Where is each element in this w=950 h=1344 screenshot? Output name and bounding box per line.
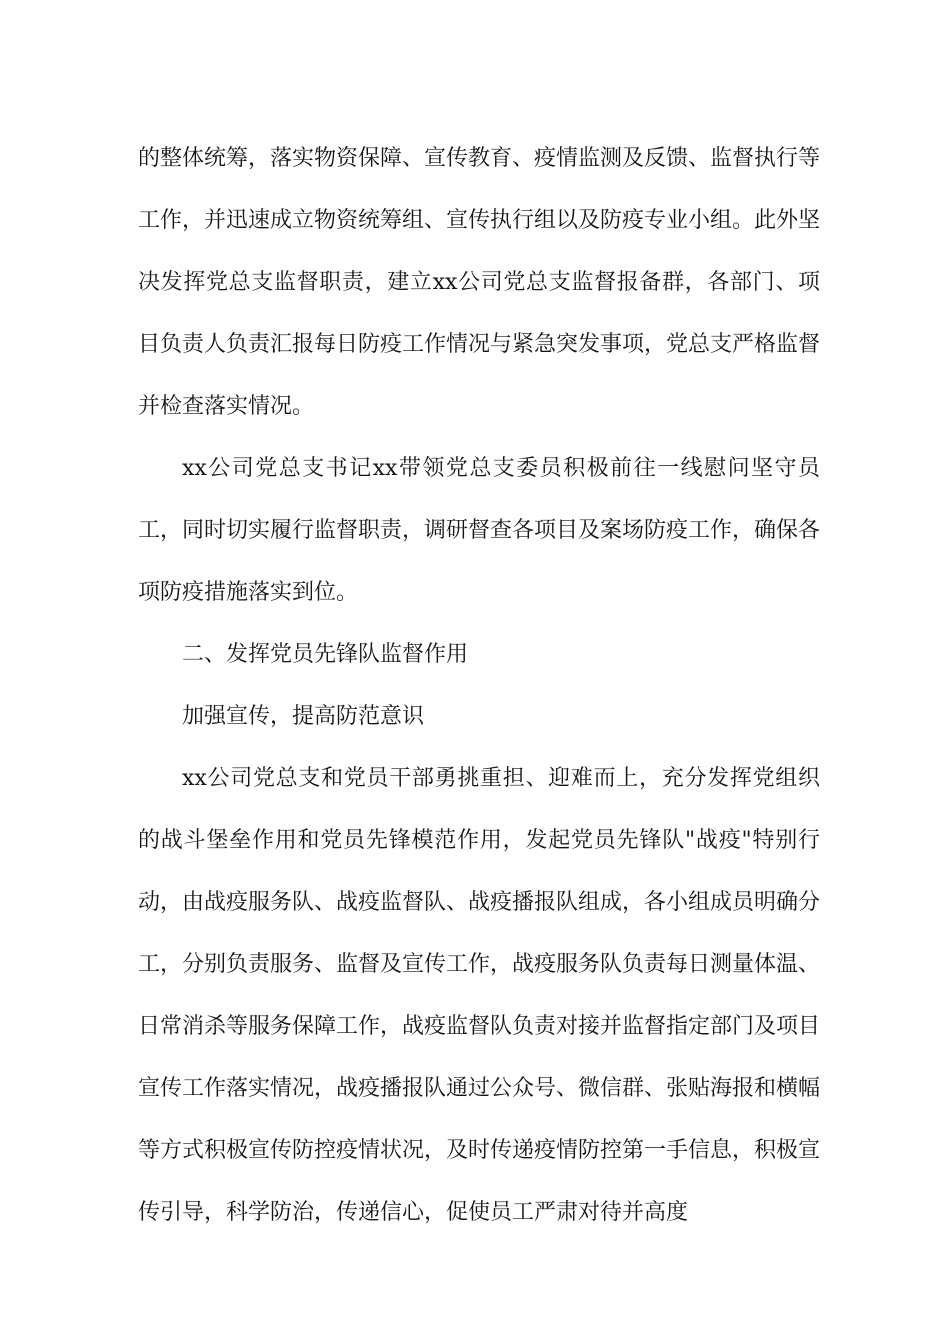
section-heading: 二、发挥党员先锋队监督作用 — [182, 642, 469, 667]
paragraph-3: xx公司党总支和党员干部勇挑重担、迎难而上，充分发挥党组织的战斗堡垒作用和党员先锋模范作用，发起党员先锋队"战疫"特别行动，由战疫服务队、战疫监督队、战疫播报队组成，各小组成员明确分工，分别负责服务、监督及宣传工作，战疫服务队负责每日测量体温、日常消杀等服务保障工作，战疫监督队负责对接并监督指定部门及项目宣传工作落实情况，战疫播报队通过公众号、微信群、张贴海报和横幅等方式积极宣传防控疫情状况，及时传递疫情防控第一手信息，积极宣传引导，科学防治，传递信心，促使员工严肃对待并高度 — [138, 766, 821, 1225]
paragraph-2: xx公司党总支书记xx带领党总支委员积极前往一线慰问坚守员工，同时切实履行监督职责，调研督查各项目及案场防疫工作，确保各项防疫措施落实到位。 — [138, 456, 821, 605]
subsection-heading: 加强宣传，提高防范意识 — [182, 704, 425, 729]
document-body — [138, 128, 820, 1244]
paragraph-1: 的整体统筹，落实物资保障、宣传教育、疫情监测及反馈、监督执行等工作，并迅速成立物资统筹组、宣传执行组以及防疫专业小组。此外坚决发挥党总支监督职责，建立xx公司党总支监督报备群，各部门、项目负责人负责汇报每日防疫工作情况与紧急突发事项，党总支严格监督并检查落实情况。 — [138, 146, 821, 419]
